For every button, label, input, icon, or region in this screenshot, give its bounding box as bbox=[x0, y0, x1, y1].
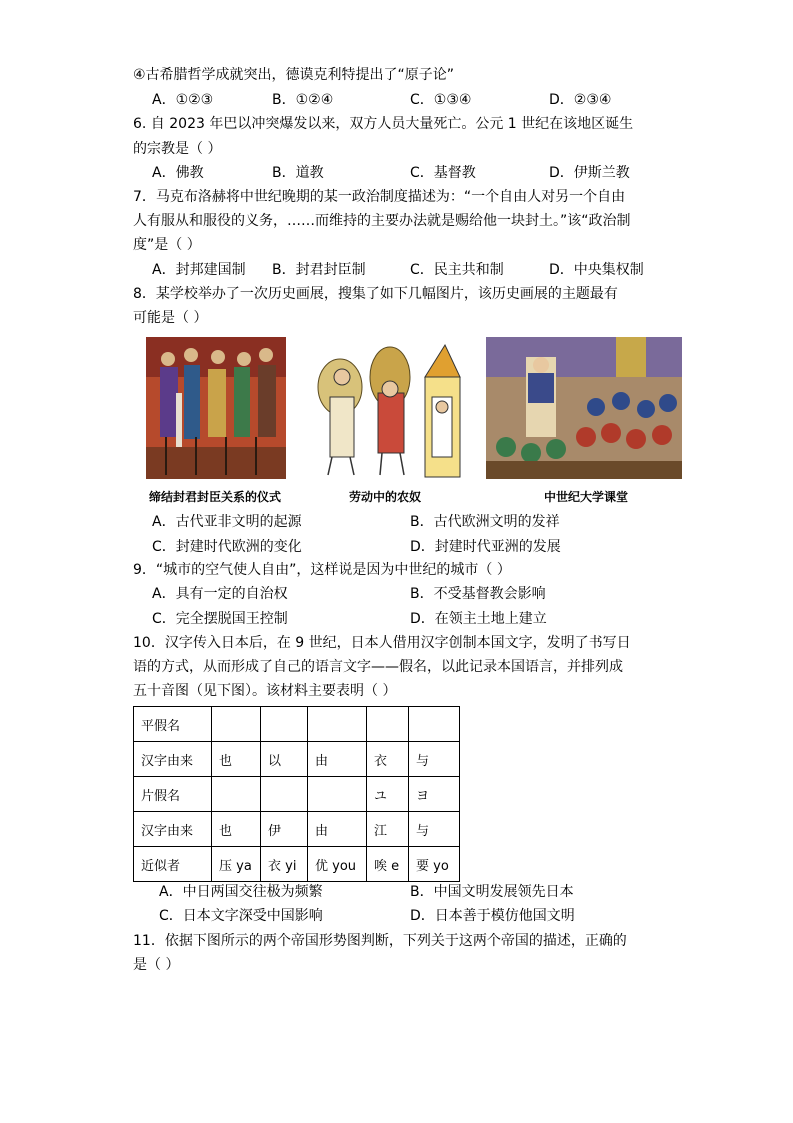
table-row bbox=[134, 777, 460, 812]
q8-option-a[interactable]: A．古代亚非文明的起源 bbox=[152, 514, 302, 530]
q7-stem-line3: 度”是（ ） bbox=[133, 237, 201, 253]
table-cell: 由 bbox=[308, 812, 367, 847]
q6-stem-line2: 的宗教是（ ） bbox=[133, 141, 222, 157]
q10-option-b[interactable]: B．中国文明发展领先日本 bbox=[410, 884, 574, 900]
table-cell: 也 bbox=[212, 812, 261, 847]
q8-stem-line2: 可能是（ ） bbox=[133, 310, 208, 326]
q6-option-a[interactable]: A．佛教 bbox=[152, 165, 204, 181]
caption-serfs-working: 劳动中的农奴 bbox=[348, 490, 421, 504]
kana-table bbox=[133, 706, 460, 882]
table-row bbox=[134, 707, 460, 742]
q8-option-c[interactable]: C．封建时代欧洲的变化 bbox=[152, 539, 302, 555]
q5-option-b[interactable]: B．①②④ bbox=[272, 92, 334, 108]
table-cell bbox=[409, 707, 460, 742]
table-cell: 近似者 bbox=[134, 847, 212, 882]
q11-stem-line2: 是（ ） bbox=[133, 957, 180, 973]
table-cell: 汉字由来 bbox=[134, 812, 212, 847]
table-cell: 衣 bbox=[367, 742, 409, 777]
table-cell: ユ bbox=[367, 777, 409, 812]
table-cell: 唉 e bbox=[367, 847, 409, 882]
table-cell: 与 bbox=[409, 812, 460, 847]
q7-option-c[interactable]: C．民主共和制 bbox=[410, 262, 504, 278]
table-cell: 与 bbox=[409, 742, 460, 777]
q9-option-d[interactable]: D．在领主土地上建立 bbox=[410, 611, 547, 627]
table-cell: 要 yo bbox=[409, 847, 460, 882]
table-cell: ヨ bbox=[409, 777, 460, 812]
table-row bbox=[134, 742, 460, 777]
q5-option-a[interactable]: A．①②③ bbox=[152, 92, 214, 108]
q10-stem-line2: 语的方式，从而形成了自己的语言文字——假名，以此记录本国语言，并排列成 bbox=[133, 659, 623, 675]
q7-option-a[interactable]: A．封邦建国制 bbox=[152, 262, 246, 278]
table-row bbox=[134, 847, 460, 882]
q10-option-a[interactable]: A．中日两国交往极为频繁 bbox=[159, 884, 323, 900]
table-cell: 江 bbox=[367, 812, 409, 847]
q10-stem-line1: 10．汉字传入日本后，在 9 世纪，日本人借用汉字创制本国文字，发明了书写日 bbox=[133, 635, 631, 651]
table-cell bbox=[212, 707, 261, 742]
table-cell: 以 bbox=[261, 742, 308, 777]
table-cell: 汉字由来 bbox=[134, 742, 212, 777]
q5-option-c[interactable]: C．①③④ bbox=[410, 92, 472, 108]
table-cell bbox=[261, 777, 308, 812]
table-cell bbox=[308, 777, 367, 812]
table-cell: 伊 bbox=[261, 812, 308, 847]
table-cell: 片假名 bbox=[134, 777, 212, 812]
q8-option-d[interactable]: D．封建时代亚洲的发展 bbox=[410, 539, 561, 555]
caption-medieval-university: 中世纪大学课堂 bbox=[543, 490, 628, 504]
q7-stem-line2: 人有服从和服役的义务，……而维持的主要办法就是赐给他一块封土。”该“政治制 bbox=[133, 213, 631, 229]
caption-homage-ceremony: 缔结封君封臣关系的仪式 bbox=[148, 490, 281, 504]
q11-stem-line1: 11．依据下图所示的两个帝国形势图判断，下列关于这两个帝国的描述，正确的 bbox=[133, 933, 627, 949]
table-cell bbox=[308, 707, 367, 742]
q8-option-b[interactable]: B．古代欧洲文明的发祥 bbox=[410, 514, 560, 530]
table-cell bbox=[367, 707, 409, 742]
table-cell: 由 bbox=[308, 742, 367, 777]
table-cell: 衣 yi bbox=[261, 847, 308, 882]
table-cell: 压 ya bbox=[212, 847, 261, 882]
q9-stem-line1: 9．“城市的空气使人自由”，这样说是因为中世纪的城市（ ） bbox=[133, 562, 511, 578]
q6-option-d[interactable]: D．伊斯兰教 bbox=[549, 165, 630, 181]
table-row bbox=[134, 812, 460, 847]
q10-stem-line3: 五十音图（见下图）。该材料主要表明（ ） bbox=[133, 683, 397, 699]
q5-option-d[interactable]: D．②③④ bbox=[549, 92, 612, 108]
q5-item4: ④古希腊哲学成就突出，德谟克利特提出了“原子论” bbox=[133, 67, 455, 83]
q8-stem-line1: 8．某学校举办了一次历史画展，搜集了如下几幅图片，该历史画展的主题最有 bbox=[133, 286, 618, 302]
q7-option-d[interactable]: D．中央集权制 bbox=[549, 262, 644, 278]
medieval-university-image bbox=[486, 337, 682, 479]
q10-option-d[interactable]: D．日本善于模仿他国文明 bbox=[410, 908, 575, 924]
serfs-working-image bbox=[310, 337, 464, 479]
table-cell: 平假名 bbox=[134, 707, 212, 742]
table-cell: 也 bbox=[212, 742, 261, 777]
table-cell bbox=[212, 777, 261, 812]
q7-stem-line1: 7．马克布洛赫将中世纪晚期的某一政治制度描述为：“一个自由人对另一个自由 bbox=[133, 189, 626, 205]
q9-option-b[interactable]: B．不受基督教会影响 bbox=[410, 586, 546, 602]
q6-stem-line1: 6. 自 2023 年巴以冲突爆发以来，双方人员大量死亡。公元 1 世纪在该地区诞生 bbox=[133, 116, 634, 132]
q10-option-c[interactable]: C．日本文字深受中国影响 bbox=[159, 908, 323, 924]
q9-option-a[interactable]: A．具有一定的自治权 bbox=[152, 586, 288, 602]
table-cell bbox=[261, 707, 308, 742]
q6-option-b[interactable]: B．道教 bbox=[272, 165, 324, 181]
homage-ceremony-image bbox=[146, 337, 286, 479]
q7-option-b[interactable]: B．封君封臣制 bbox=[272, 262, 366, 278]
table-cell: 优 you bbox=[308, 847, 367, 882]
q6-option-c[interactable]: C．基督教 bbox=[410, 165, 476, 181]
q9-option-c[interactable]: C．完全摆脱国王控制 bbox=[152, 611, 288, 627]
